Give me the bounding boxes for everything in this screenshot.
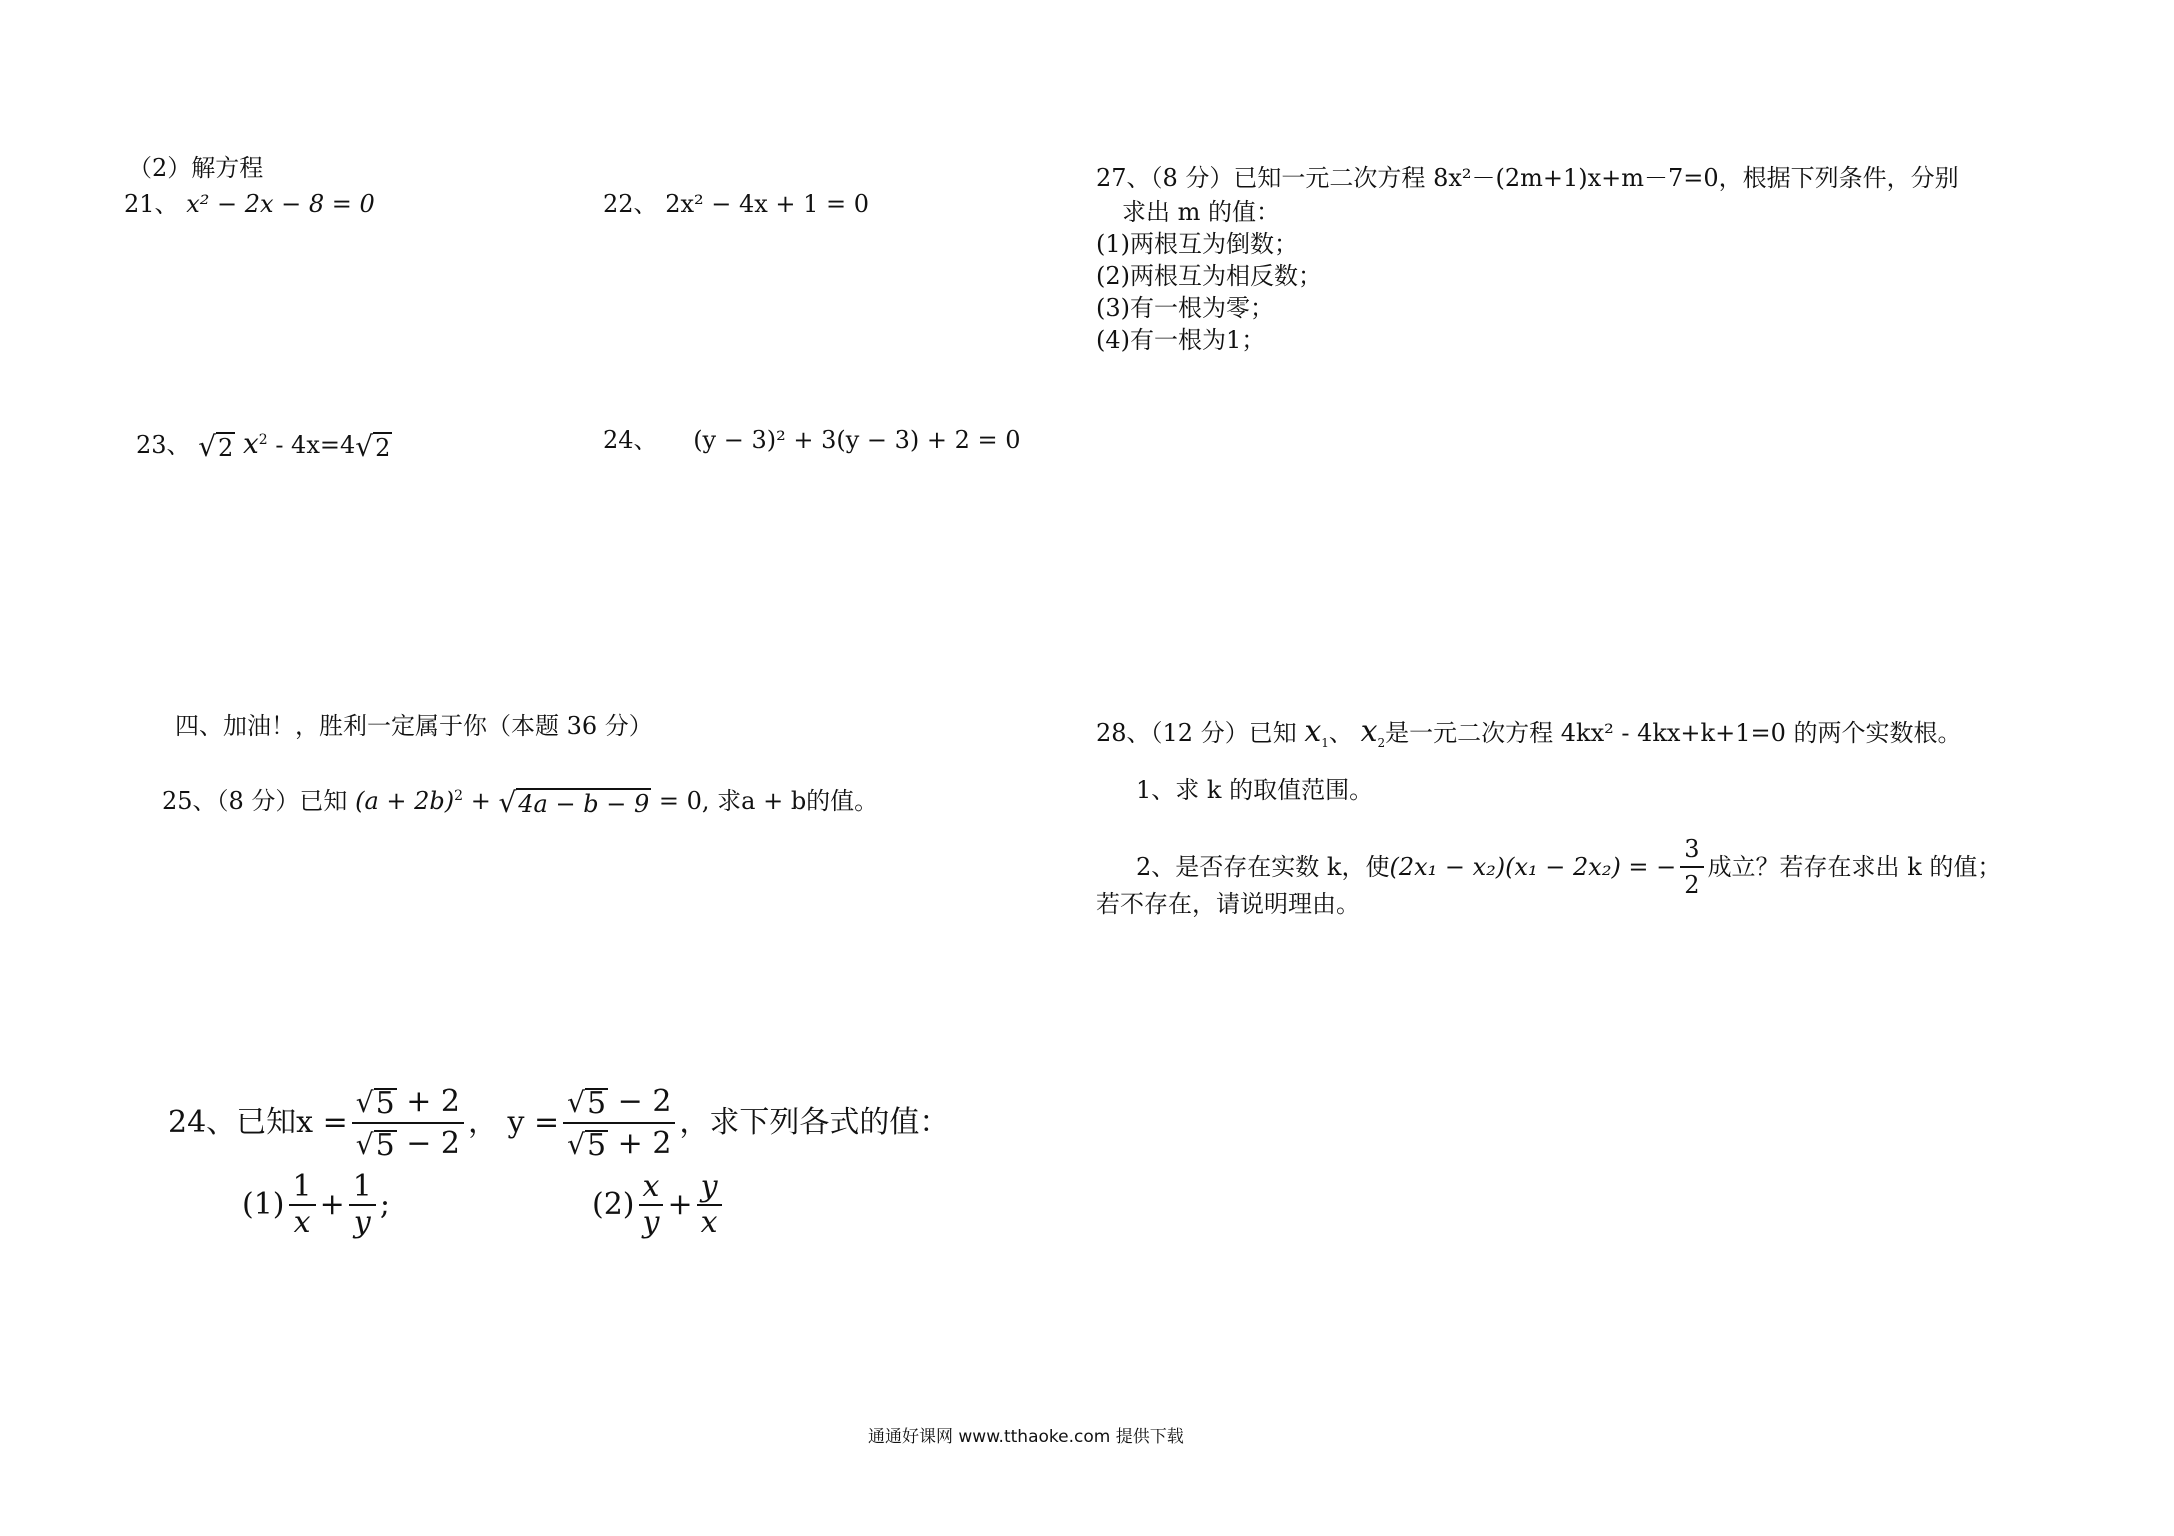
question-25-plus: + (470, 787, 499, 815)
variable-x1: x (1304, 714, 1322, 749)
question-24a-equation: (y − 3)² + 3(y − 3) + 2 = 0 (693, 426, 1021, 454)
separator: 、 (1328, 719, 1353, 747)
plus-sign: + (319, 1187, 345, 1222)
question-28-lead: 28、（12 分）已知 (1096, 719, 1297, 747)
question-25 (162, 780, 878, 818)
question-27-item-4: (4)有一根为1； (1096, 326, 1266, 354)
question-24a-number: 24、 (603, 426, 658, 454)
fraction-1-over-y: $\frac{1}{y}$ (349, 1170, 376, 1240)
sqrt-symbol: √ 4a − b − 9 (498, 785, 650, 819)
question-24b-tail: ，求下列各式的值： (679, 1105, 950, 1140)
fraction-y: √ 5 − 2 √ 5 + 2 (563, 1082, 675, 1164)
question-27-item-3: (3)有一根为零； (1096, 294, 1274, 322)
question-24b-lead: 24、已知x = (168, 1105, 348, 1140)
question-24a (603, 424, 1021, 456)
fraction-3-over-2: $\frac{3}{2}$ (1680, 832, 1703, 902)
fraction-x-over-y: $\frac{x}{y}$ (639, 1170, 664, 1240)
section-4-heading: 四、加油！，胜利一定属于你（本题 36 分） (175, 712, 653, 740)
question-24b (168, 1082, 949, 1164)
variable-x2: x (1360, 714, 1378, 749)
sqrt-symbol: √ 2 (198, 429, 234, 463)
question-24b-part2 (592, 1170, 726, 1240)
fraction-y-over-x: $\frac{y}{x}$ (697, 1170, 722, 1240)
question-23-number: 23、 (136, 431, 191, 459)
page-footer: 通通好课网 www.tthaoke.com 提供下载 (868, 1427, 1184, 1447)
question-23 (136, 424, 392, 462)
sqrt-symbol: √ 2 (355, 429, 391, 463)
question-25-lead: 25、（8 分）已知 (162, 787, 348, 815)
subscript-2: 2 (1377, 735, 1386, 750)
question-23-exponent: 2 (258, 432, 268, 448)
question-25-exponent: 2 (454, 788, 464, 804)
question-28-part-2-lead: 2、是否存在实数 k，使 (1136, 853, 1390, 881)
question-27-line-2: 求出 m 的值： (1122, 198, 1281, 226)
fraction-1-over-x: $\frac{1}{x}$ (289, 1170, 316, 1240)
question-24b-part1 (242, 1170, 390, 1240)
question-28-expression: (2x₁ − x₂)(x₁ − 2x₂) = − (1389, 853, 1677, 881)
question-28-part-2-tail: 成立？若存在求出 k 的值； (1707, 853, 2002, 881)
question-21-number: 21、 (124, 190, 179, 218)
question-28 (1096, 716, 1961, 759)
question-22-equation: 2x² − 4x + 1 = 0 (665, 190, 870, 218)
question-22 (603, 188, 869, 220)
question-21-equation: x² − 2x − 8 = 0 (186, 190, 375, 218)
question-21 (124, 188, 375, 220)
question-27-line-1: 27、（8 分）已知一元二次方程 8x²－(2m+1)x+m－7=0，根据下列条件，分别 (1096, 164, 1959, 192)
question-23-variable: x (242, 427, 259, 460)
plus-sign: + (667, 1187, 693, 1222)
question-25-paren: (a + 2b) (355, 787, 455, 815)
question-28-part-1: 1、求 k 的取值范围。 (1136, 776, 1374, 804)
subscript-1: 1 (1321, 735, 1329, 750)
question-24b-comma: ， y = (468, 1105, 560, 1140)
question-23-middle: - 4x=4 (275, 431, 356, 459)
part-1-label: (1) (242, 1187, 285, 1222)
question-27-item-1: (1)两根互为倒数； (1096, 230, 1298, 258)
question-25-tail: = 0, 求a + b的值。 (658, 787, 879, 815)
part-2-label: (2) (592, 1187, 635, 1222)
fraction-x: √ 5 + 2 √ 5 − 2 (352, 1082, 464, 1164)
semicolon: ; (379, 1187, 390, 1222)
question-28-tail: 是一元二次方程 4kx² - 4kx+k+1=0 的两个实数根。 (1385, 719, 1962, 747)
solve-heading: （2）解方程 (128, 154, 264, 182)
question-28-part-3: 若不存在，请说明理由。 (1096, 890, 1360, 918)
question-27-item-2: (2)两根互为相反数； (1096, 262, 1322, 290)
question-22-number: 22、 (603, 190, 658, 218)
